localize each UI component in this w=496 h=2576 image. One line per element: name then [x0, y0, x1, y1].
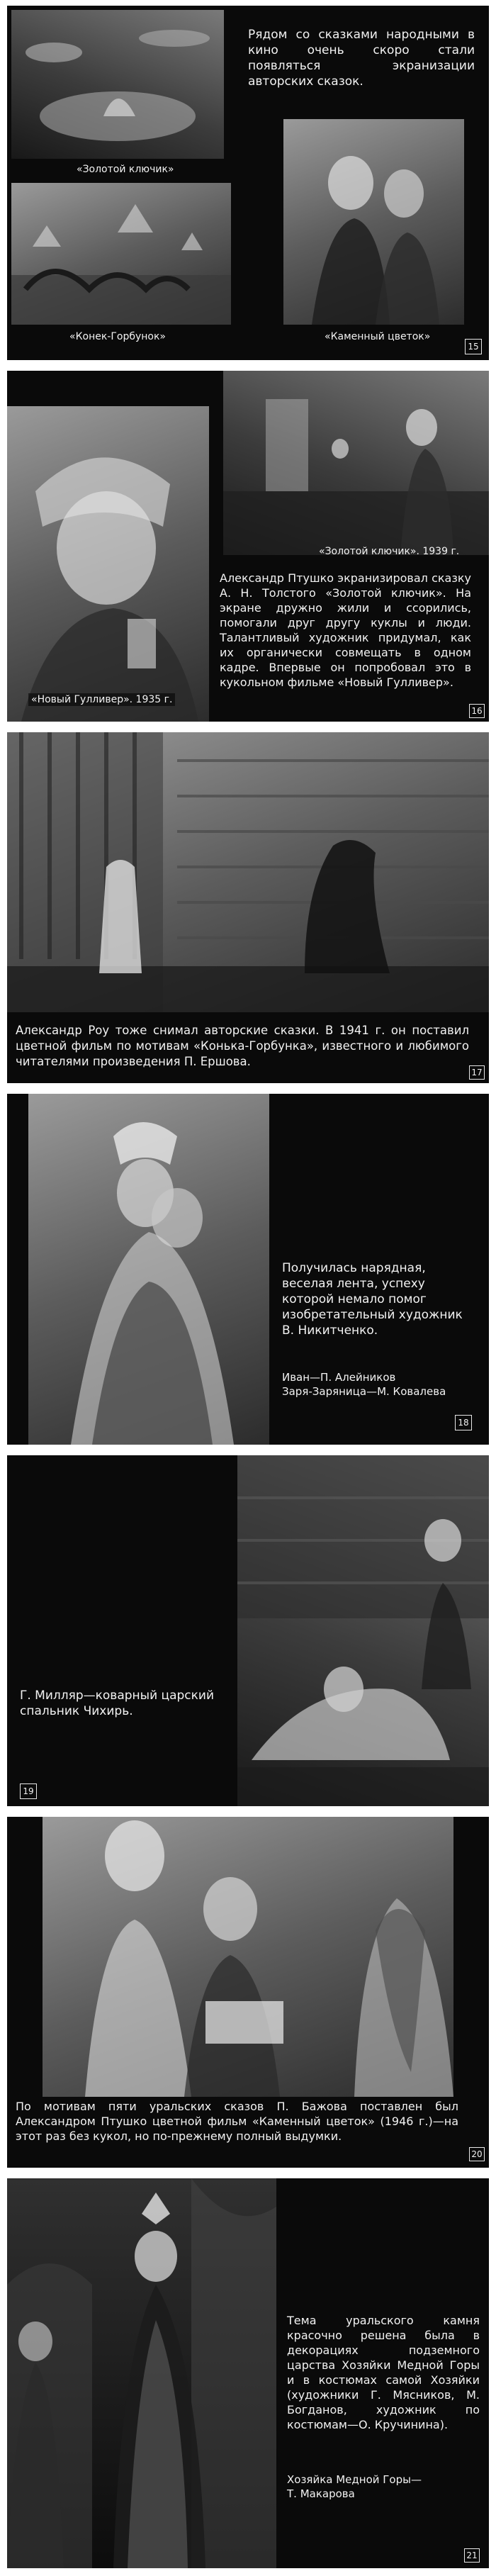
frame-number: 15 — [465, 339, 482, 354]
frame-16 — [7, 371, 489, 722]
still-chikhir — [237, 1455, 489, 1806]
credit-mistress: Хозяйка Медной Горы— — [287, 2473, 422, 2486]
frame-number: 16 — [469, 704, 485, 718]
frame-19-text: Г. Милляр—коварный царский спальник Чихирь. — [20, 1689, 215, 1718]
frame-18-text: Получилась нарядная, веселая лента, успеху которой немало помог изобретательный художник В. Никитченко. — [282, 1261, 463, 1338]
frame-19 — [7, 1455, 489, 1806]
still-golden-key-pond — [11, 10, 224, 159]
frame-number: 17 — [469, 1065, 485, 1080]
still-ivan-and-zarya — [28, 1094, 269, 1445]
still-stone-flower-1946 — [43, 1817, 453, 2097]
credit-makarova: Т. Макарова — [287, 2487, 355, 2500]
frame-number: 21 — [464, 2548, 480, 2563]
still-stone-flower-couple — [283, 119, 464, 325]
caption-stone-flower: «Каменный цветок» — [325, 331, 431, 342]
frame-21 — [7, 2178, 489, 2568]
frame-number: 20 — [469, 2147, 485, 2161]
frame-15 — [7, 6, 489, 360]
frame-20-text: По мотивам пяти уральских сказов П. Бажова поставлен был Александром Птушко цветной фильм «Каменный цветок» (1946 г.)—на этот раз без кукол, но по-прежнему полный выдумки. — [16, 2100, 458, 2143]
frame-21-text: Тема уральского камня красочно решена была в декорациях подземного царства Хозяйки Медной Горы и в костюмах самой Хозяйки (художники Г. Мясников, М. Богданов, художник по костюмам—О. Кручинина). — [287, 2314, 480, 2431]
frame-20 — [7, 1817, 489, 2168]
caption-new-gulliver: «Новый Гулливер». 1935 г. — [28, 693, 175, 706]
credit-ivan: Иван—П. Алейников — [282, 1371, 396, 1384]
caption-golden-key: «Золотой ключик» — [77, 164, 174, 175]
frame-17-text: Александр Роу тоже снимал авторские сказки. В 1941 г. он поставил цветной фильм по мотивам «Конька-Горбунка», известного и любимого читателями произведения П. Ершова. — [16, 1024, 469, 1068]
frame-21-credits — [287, 2473, 422, 2501]
still-new-gulliver — [7, 406, 209, 722]
frame-16-text: Александр Птушко экранизировал сказку А. Н. Толстого «Золотой ключик». На экране дружно жили и ссорились, помогали друг другу куклы и люди. Талантливый художник придумал, как их органически совмещать в одном кадре. Впервые он попробовал это в кукольном фильме «Новый Гулливер». — [220, 571, 471, 689]
frame-number: 18 — [455, 1415, 472, 1430]
caption-golden-key-1939: «Золотой ключик». 1939 г. — [319, 546, 460, 557]
frame-15-text: Рядом со сказками народными в кино очень скоро стали появляться экранизации авторских сказок. — [248, 28, 475, 89]
still-humpbacked-horse-1941 — [7, 732, 489, 1012]
frame-number: 19 — [20, 1783, 37, 1799]
still-golden-key-1939 — [223, 371, 489, 555]
still-mistress-copper-mountain — [7, 2178, 276, 2568]
frame-18-credits — [282, 1370, 446, 1399]
still-humpbacked-horse — [11, 183, 231, 325]
caption-humpbacked-horse: «Конек-Горбунок» — [69, 331, 166, 342]
frame-17 — [7, 732, 489, 1083]
frame-18 — [7, 1094, 489, 1445]
credit-zarya: Заря-Заряница—М. Ковалева — [282, 1385, 446, 1398]
